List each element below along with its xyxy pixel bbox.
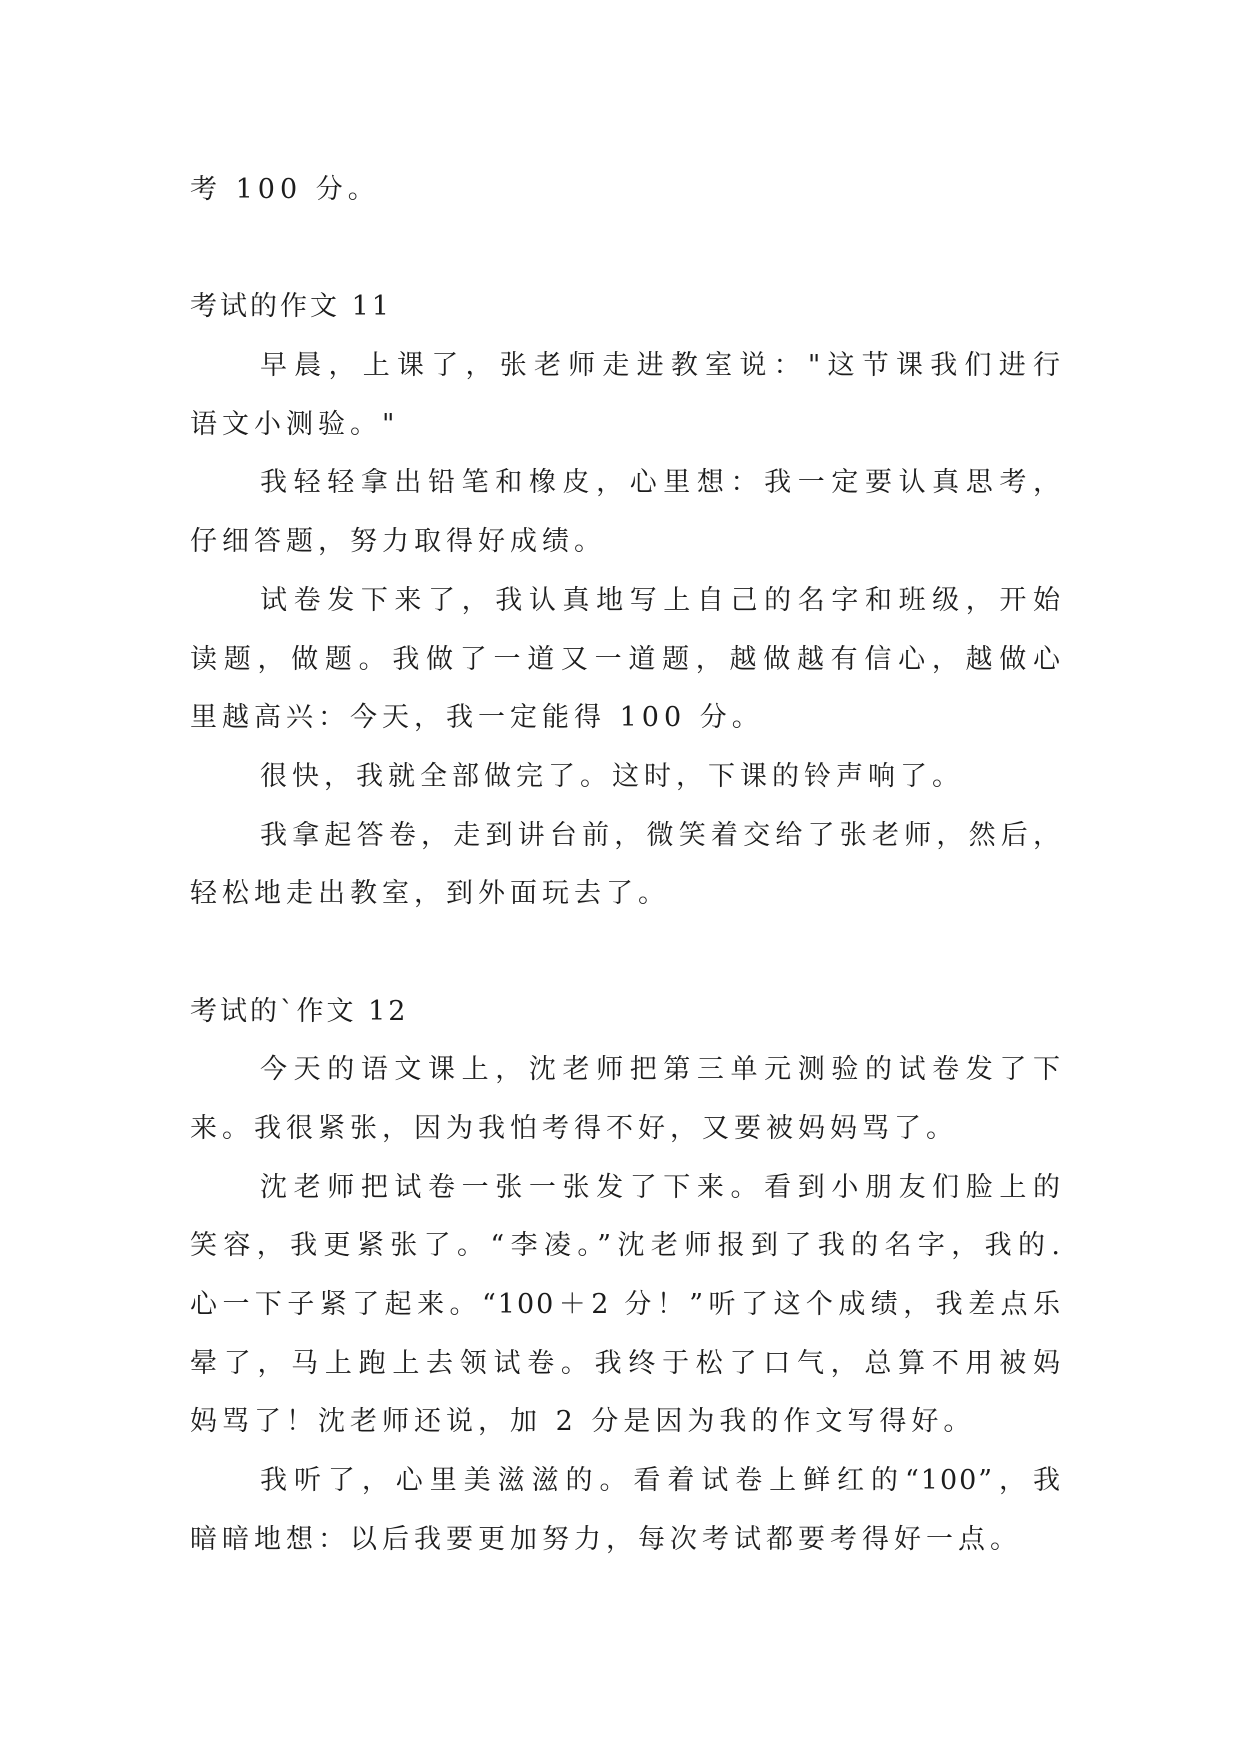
text-line: 笑容，我更紧张了。“李凌。”沈老师报到了我的名字，我的. <box>190 1230 1062 1262</box>
paragraph <box>190 1452 1241 1569</box>
text-line: 里越高兴：今天，我一定能得 100 分。 <box>190 702 764 734</box>
essay-section <box>190 983 1241 1570</box>
essay-heading: 考试的作文 11 <box>190 291 392 323</box>
text-line: 读题，做题。我做了一道又一道题，越做越有信心，越做心 <box>190 643 1062 675</box>
text-line: 仔细答题，努力取得好成绩。 <box>190 526 606 558</box>
blank-line <box>190 924 1241 983</box>
text-line: 早晨，上课了，张老师走进教室说："这节课我们进行 <box>260 350 1062 382</box>
text-line: 很快，我就全部做完了。这时，下课的铃声响了。 <box>260 760 964 792</box>
text-line: 心一下子紧了起来。“100＋2 分！”听了这个成绩，我差点乐 <box>190 1289 1062 1321</box>
text-line: 晕了，马上跑上去领试卷。我终于松了口气，总算不用被妈 <box>190 1347 1062 1379</box>
text-line: 沈老师把试卷一张一张发了下来。看到小朋友们脸上的 <box>260 1171 1062 1203</box>
blank-line <box>190 220 1241 279</box>
paragraph <box>190 572 1241 748</box>
text-line: 妈骂了！沈老师还说，加 2 分是因为我的作文写得好。 <box>190 1406 976 1438</box>
essay-heading: 考试的`作文 12 <box>190 995 409 1027</box>
paragraph <box>190 1041 1241 1158</box>
text-line: 今天的语文课上，沈老师把第三单元测验的试卷发了下 <box>260 1054 1062 1086</box>
essay-section <box>190 278 1241 924</box>
text-line: 来。我很紧张，因为我怕考得不好，又要被妈妈骂了。 <box>190 1113 958 1144</box>
paragraph <box>190 454 1241 571</box>
text-line: 语文小测验。" <box>190 408 400 440</box>
text-line: 我拿起答卷，走到讲台前，微笑着交给了张老师，然后， <box>260 819 1062 851</box>
paragraph <box>190 337 1241 454</box>
text-line: 我听了，心里美滋滋的。看着试卷上鲜红的“100”，我 <box>260 1465 1062 1497</box>
paragraph <box>190 807 1241 924</box>
text-line: 暗暗地想：以后我要更加努力，每次考试都要考得好一点。 <box>190 1523 1022 1555</box>
paragraph <box>190 1159 1241 1452</box>
text-line: 考 100 分。 <box>190 174 380 205</box>
text-line: 试卷发下来了，我认真地写上自己的名字和班级，开始 <box>260 584 1062 616</box>
text-line: 轻松地走出教室，到外面玩去了。 <box>190 878 670 910</box>
paragraph <box>190 748 1241 807</box>
text-line: 我轻轻拿出铅笔和橡皮，心里想：我一定要认真思考， <box>260 467 1062 499</box>
